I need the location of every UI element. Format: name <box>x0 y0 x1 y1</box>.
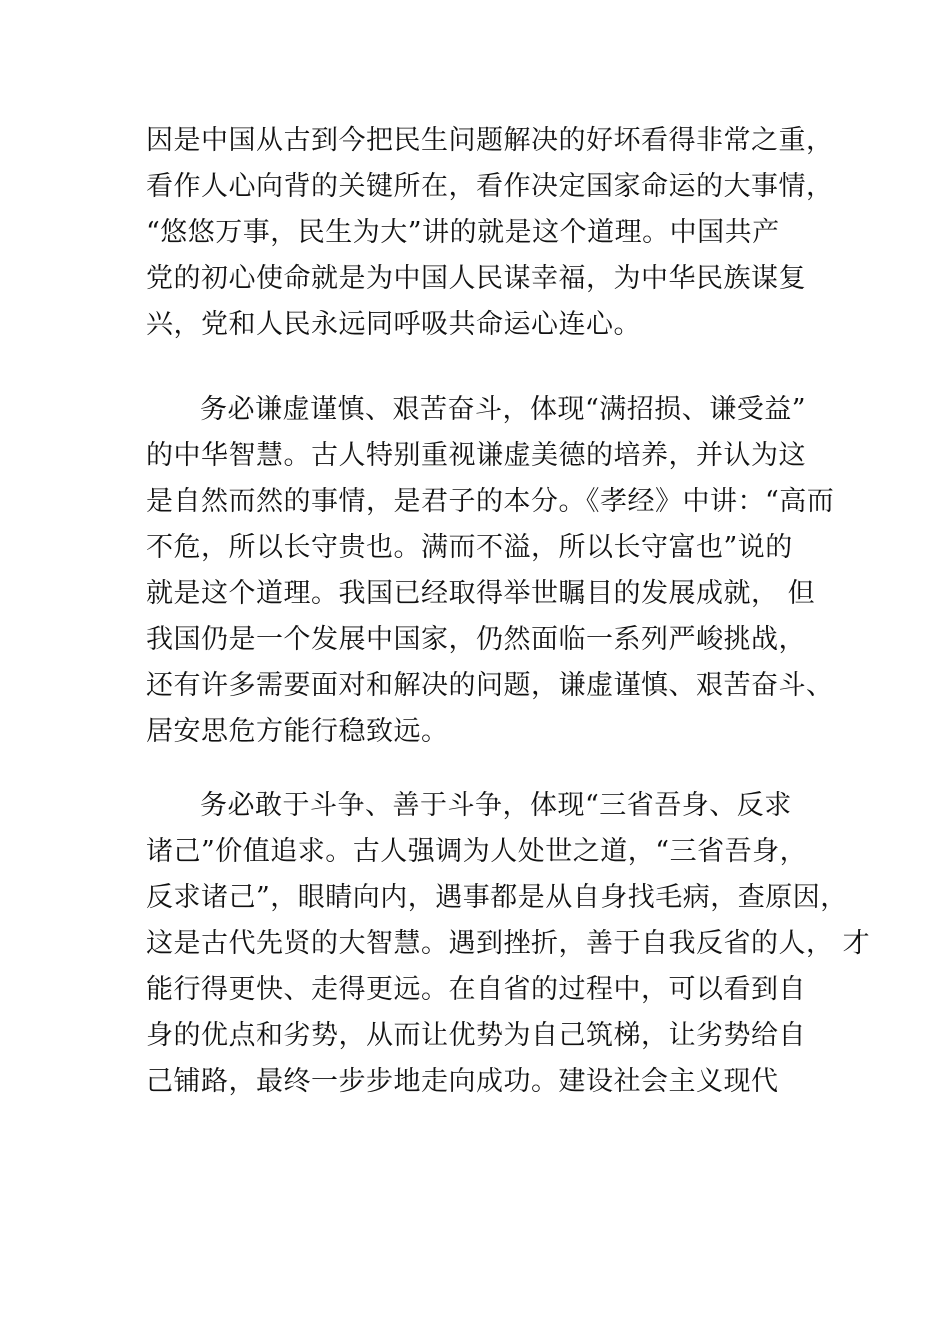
paragraph-line: 我国仍是一个发展中国家，仍然面临一系列严峻挑战， <box>146 624 806 655</box>
paragraph-line: 还有许多需要面对和解决的问题，谦虚谨慎、艰苦奋斗、 <box>146 670 834 701</box>
paragraph-line: 这是古代先贤的大智慧。遇到挫折，善于自我反省的人， 才 <box>146 928 871 959</box>
paragraph-line: “悠悠万事，民生为大”讲的就是这个道理。中国共产 <box>146 217 780 248</box>
paragraph-line: 反求诸己”，眼睛向内，遇事都是从自身找毛病，查原因， <box>146 882 848 913</box>
paragraph-line: 因是中国从古到今把民生问题解决的好坏看得非常之重， <box>146 125 834 156</box>
paragraph-line: 不危，所以长守贵也。满而不溢，所以长守富也”说的 <box>146 532 793 563</box>
paragraph-line: 诸己”价值追求。古人强调为人处世之道，“三省吾身， <box>146 836 808 867</box>
paragraph-line: 兴，党和人民永远同呼吸共命运心连心。 <box>146 309 641 340</box>
paragraph-line: 看作人心向背的关键所在，看作决定国家命运的大事情， <box>146 171 834 202</box>
paragraph-line: 的中华智慧。古人特别重视谦虚美德的培养，并认为这 <box>146 440 806 471</box>
paragraph-line: 身的优点和劣势，从而让优势为自己筑梯，让劣势给自 <box>146 1020 806 1051</box>
paragraph-3 <box>146 783 871 1105</box>
paragraph-line: 党的初心使命就是为中国人民谋幸福，为中华民族谋复 <box>146 263 806 294</box>
paragraph-line: 务必敢于斗争、善于斗争，体现“三省吾身、反求 <box>200 790 792 821</box>
paragraph-1 <box>146 118 834 348</box>
paragraph-line: 能行得更快、走得更远。在自省的过程中，可以看到自 <box>146 974 806 1005</box>
paragraph-line: 居安思危方能行稳致远。 <box>146 716 449 747</box>
paragraph-line: 就是这个道理。我国已经取得举世瞩目的发展成就， 但 <box>146 578 816 609</box>
paragraph-line: 务必谦虚谨慎、艰苦奋斗，体现“满招损、谦受益” <box>200 394 807 425</box>
paragraph-line: 己铺路，最终一步步地走向成功。建设社会主义现代 <box>146 1066 779 1097</box>
paragraph-line: 是自然而然的事情，是君子的本分。《孝经》中讲：“高而 <box>146 486 835 517</box>
paragraph-2 <box>146 387 835 755</box>
